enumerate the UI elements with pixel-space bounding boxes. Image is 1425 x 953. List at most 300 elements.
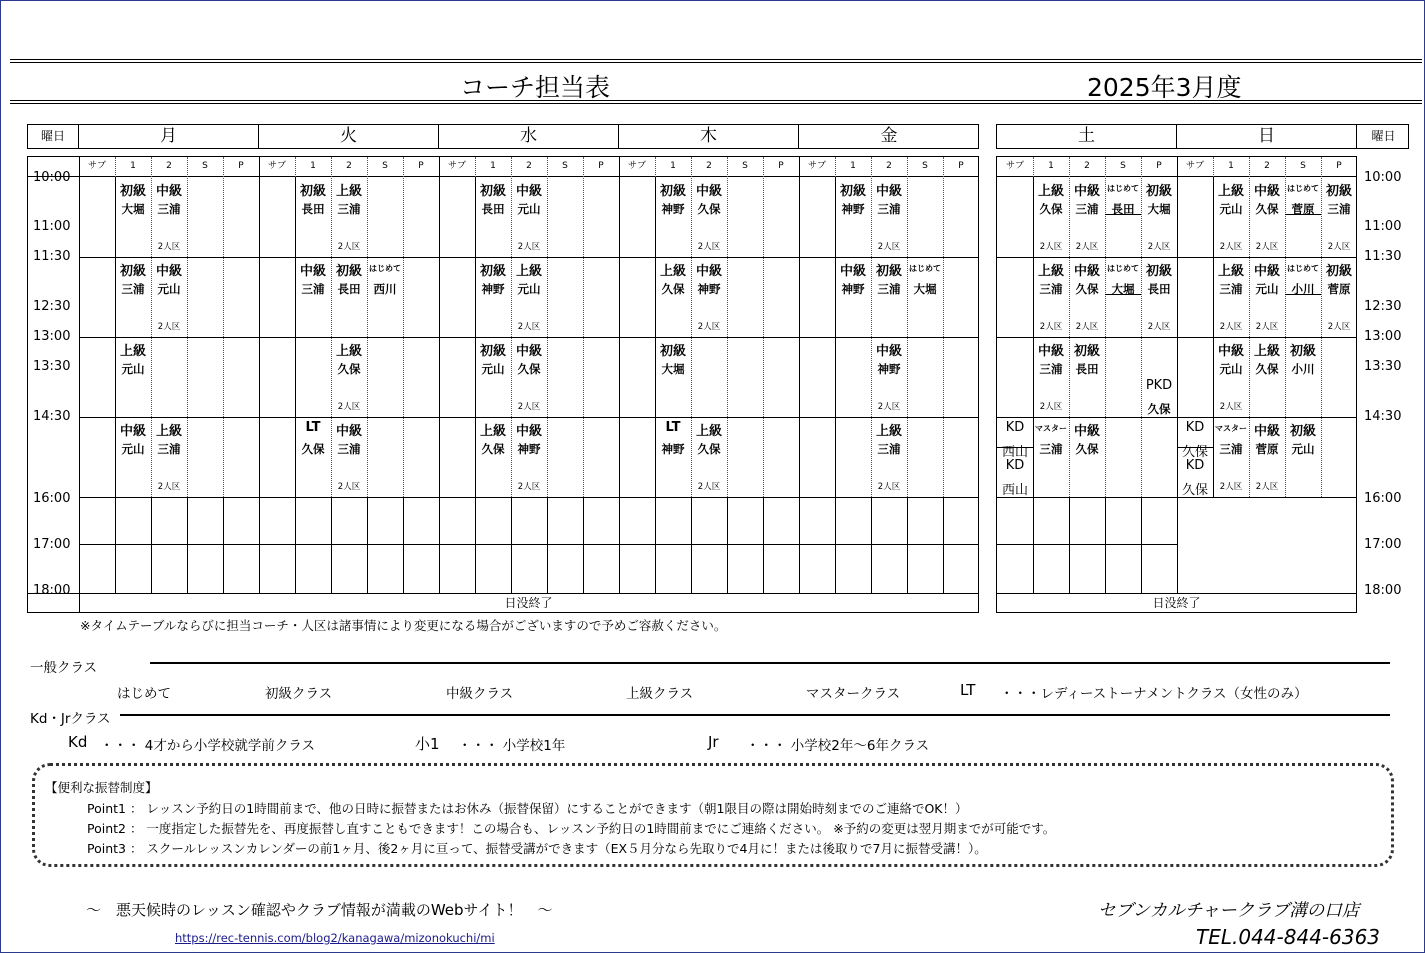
lesson-capacity: 2人区 — [337, 482, 361, 492]
lesson-coach: 久保 — [1075, 442, 1099, 456]
lesson-coach: 神野 — [661, 442, 685, 456]
time-label-left: 17:00 — [33, 537, 71, 552]
jr-desc: ・・・ 小学校2年～6年クラス — [746, 738, 930, 754]
slot-line — [997, 417, 1356, 418]
sub-col-divider — [223, 157, 224, 497]
lesson-class: 初級 — [1325, 184, 1352, 199]
lesson-class: 中級 — [1253, 264, 1280, 279]
lesson-coach: 元山 — [517, 282, 541, 296]
lesson-class: 中級 — [515, 344, 542, 359]
lesson-coach: 三浦 — [157, 442, 181, 456]
lesson-capacity: 2人区 — [517, 482, 541, 492]
lesson-capacity: 2人区 — [1075, 322, 1099, 332]
lesson-class: 上級 — [875, 424, 902, 439]
lesson-class: はじめて — [1287, 184, 1319, 193]
lesson-capacity: 2人区 — [877, 242, 901, 252]
transfer-rules-box — [32, 763, 1394, 867]
sub-col-divider-lower — [223, 497, 224, 594]
time-label-right: 14:30 — [1364, 409, 1402, 424]
day-divider — [439, 157, 440, 594]
lesson-class: 初級 — [119, 264, 146, 279]
lesson-class: はじめて — [369, 264, 401, 273]
lesson-capacity: 2人区 — [1219, 402, 1243, 412]
lesson-class: 上級 — [1037, 264, 1064, 279]
lesson-class: KD — [1005, 458, 1025, 473]
lesson-capacity: 2人区 — [877, 402, 901, 412]
sub-col-divider-lower — [763, 497, 764, 594]
website-link[interactable]: https://rec-tennis.com/blog2/kanagawa/mizonokuchi/mi — [175, 931, 495, 945]
lesson-coach: 久保 — [1255, 362, 1279, 376]
lesson-class: KD — [1185, 420, 1205, 435]
rule-point1: Point1 ： レッスン予約日の1時間前まで、他の日時に振替またはお休み（振替保留）にすることができます（朝1限目の際は開始時刻までのご連絡でOK！） — [87, 801, 968, 816]
lesson-coach: 大堀 — [661, 362, 685, 376]
lesson-class: 中級 — [1073, 264, 1100, 279]
lesson-class: LT — [665, 420, 681, 435]
lesson-capacity: 2人区 — [1255, 242, 1279, 252]
lesson-coach: 大堀 — [1111, 282, 1135, 296]
class-hajimete: はじめて — [117, 686, 171, 702]
lesson-class: 初級 — [119, 184, 146, 199]
rule-point2: Point2 ： 一度指定した振替先を、再度振替し直すこともできます！この場合も、レッスン予約日の1時間前までにご連絡ください。 ※予約の変更は翌月期までが可能です。 — [87, 821, 1056, 836]
sub-header: P — [418, 161, 424, 171]
sub-col-divider-lower — [835, 497, 836, 594]
lesson-class: はじめて — [1107, 184, 1139, 193]
lesson-capacity: 2人区 — [337, 242, 361, 252]
time-label-right: 10:00 — [1364, 170, 1402, 185]
weekend-grid — [996, 156, 1357, 613]
lesson-class: 上級 — [1217, 184, 1244, 199]
lesson-class: はじめて — [1107, 264, 1139, 273]
top-rule-2 — [10, 62, 1422, 63]
lesson-coach: 久保 — [1181, 445, 1208, 460]
lesson-coach: 三浦 — [877, 442, 901, 456]
time-label-left: 14:30 — [33, 409, 71, 424]
lesson-coach: 大堀 — [1147, 202, 1171, 216]
lesson-class: 上級 — [1217, 264, 1244, 279]
time-label-right: 11:00 — [1364, 219, 1402, 234]
lesson-class: 中級 — [515, 424, 542, 439]
lesson-class: マスター — [1035, 424, 1067, 433]
lesson-class: 上級 — [335, 184, 362, 199]
sub-col-divider-lower — [1105, 497, 1106, 594]
day-divider — [799, 157, 800, 594]
slot-line — [79, 257, 978, 258]
lesson-coach: 久保 — [1255, 202, 1279, 216]
kids-class-heading: Kd・Jrクラス — [30, 711, 111, 727]
lesson-capacity: 2人区 — [1219, 482, 1243, 492]
day-header-weekend-1: 日 — [1177, 125, 1357, 148]
lesson-coach: 久保 — [1039, 202, 1063, 216]
lesson-class: 初級 — [479, 184, 506, 199]
lesson-coach: 久保 — [301, 442, 325, 456]
jr-code: Jr — [708, 733, 719, 751]
sub-header: サブ — [267, 161, 286, 171]
lesson-class: 中級 — [1037, 344, 1064, 359]
sub-col-divider-lower — [871, 497, 872, 594]
sub-col-divider — [727, 157, 728, 497]
sub-header: 1 — [130, 161, 136, 171]
sub-header: P — [238, 161, 244, 171]
sub-col-divider — [907, 157, 908, 497]
time-label-right: 12:30 — [1364, 299, 1402, 314]
kids-rule — [120, 714, 1390, 716]
lesson-coach: 久保 — [697, 442, 721, 456]
sub-col-divider-lower — [187, 497, 188, 594]
sunset-end-right: 日没終了 — [1152, 596, 1201, 610]
weekday-header — [27, 124, 979, 149]
lesson-coach: 三浦 — [337, 202, 361, 216]
lesson-class: 中級 — [155, 184, 182, 199]
slot-line — [997, 337, 1356, 338]
sub-header: 1 — [1228, 161, 1234, 171]
lesson-class: はじめて — [909, 264, 941, 273]
lesson-coach: 元山 — [1219, 202, 1243, 216]
lesson-coach: 三浦 — [121, 282, 145, 296]
lesson-capacity: 2人区 — [517, 322, 541, 332]
lesson-class: 上級 — [1037, 184, 1064, 199]
sub-col-divider-lower — [547, 497, 548, 594]
sub-header: P — [778, 161, 784, 171]
lesson-capacity: 2人区 — [1219, 242, 1243, 252]
sub-header: S — [562, 161, 568, 171]
lesson-class: KD — [1005, 420, 1025, 435]
lesson-class: 中級 — [1253, 184, 1280, 199]
sub-header: 1 — [1048, 161, 1054, 171]
lesson-coach: 大堀 — [121, 202, 145, 216]
lesson-class: 中級 — [875, 344, 902, 359]
time-label-left: 12:30 — [33, 299, 71, 314]
day-header-2: 水 — [439, 125, 619, 148]
sub-col-divider-lower — [583, 497, 584, 594]
sub-col-divider-lower — [331, 497, 332, 594]
page-title: コーチ担当表 — [460, 73, 611, 102]
lesson-coach: 久保 — [697, 202, 721, 216]
lesson-coach: 小川 — [1291, 362, 1315, 376]
sub-header: サブ — [627, 161, 646, 171]
lesson-coach: 神野 — [517, 442, 541, 456]
sub-col-divider — [403, 157, 404, 497]
lesson-coach: 神野 — [661, 202, 685, 216]
sub-col-divider-lower — [115, 497, 116, 594]
rule-point3: Point3 ： スクールレッスンカレンダーの前1ヶ月、後2ヶ月に亘って、振替受講ができます（EX５月分なら先取りで4月に！または後取りで7月に振替受講！）。 — [87, 841, 987, 856]
sub-header: 1 — [670, 161, 676, 171]
time-label-right: 18:00 — [1364, 583, 1402, 598]
lesson-class: 中級 — [839, 264, 866, 279]
lesson-capacity: 2人区 — [1219, 322, 1243, 332]
lesson-capacity: 2人区 — [877, 482, 901, 492]
lesson-class: 上級 — [695, 424, 722, 439]
slot-line — [79, 544, 978, 545]
lesson-class: 初級 — [839, 184, 866, 199]
time-label-left: 10:00 — [33, 170, 71, 185]
lesson-class: LT — [305, 420, 321, 435]
lesson-coach: 三浦 — [157, 202, 181, 216]
top-rule — [10, 59, 1422, 60]
sub-header: 2 — [346, 161, 352, 171]
weekend-header — [996, 124, 1409, 149]
class-intermediate: 中級クラス — [446, 686, 514, 702]
lesson-capacity: 2人区 — [157, 482, 181, 492]
lesson-coach: 菅原 — [1291, 202, 1315, 216]
lesson-coach: 久保 — [661, 282, 685, 296]
day-header-1: 火 — [259, 125, 439, 148]
lesson-class: はじめて — [1287, 264, 1319, 273]
sub-col-divider-lower — [691, 497, 692, 594]
lesson-class: 中級 — [119, 424, 146, 439]
sub-col-divider-lower — [367, 497, 368, 594]
lesson-class: PKD — [1145, 378, 1173, 393]
lesson-capacity: 2人区 — [157, 322, 181, 332]
month-label: 2025年3月度 — [1087, 73, 1242, 102]
lesson-class: 初級 — [1289, 344, 1316, 359]
lesson-coach: 神野 — [841, 202, 865, 216]
sub-header: P — [1336, 161, 1342, 171]
lesson-coach: 元山 — [157, 282, 181, 296]
sub-col-divider-lower — [403, 497, 404, 594]
lesson-class: 中級 — [1073, 184, 1100, 199]
lesson-capacity: 2人区 — [1327, 242, 1351, 252]
lesson-class: 中級 — [695, 264, 722, 279]
sub-header: 1 — [310, 161, 316, 171]
website-banner: ～ 悪天候時のレッスン確認やクラブ情報が満載のWebサイト！ ～ — [86, 901, 553, 919]
sub-header: 1 — [490, 161, 496, 171]
sub-header: サブ — [1005, 161, 1024, 171]
sub-col-divider-lower — [907, 497, 908, 594]
class-beginner: 初級クラス — [265, 686, 333, 702]
lesson-class: 上級 — [659, 264, 686, 279]
lesson-capacity: 2人区 — [1039, 322, 1063, 332]
time-label-left: 11:00 — [33, 219, 71, 234]
sunset-end-left: 日没終了 — [504, 596, 553, 610]
class-lt-desc: ・・・レディーストーナメントクラス（女性のみ） — [1000, 686, 1308, 702]
lesson-capacity: 2人区 — [1327, 322, 1351, 332]
lesson-class: 中級 — [1253, 424, 1280, 439]
sub-header: 2 — [1264, 161, 1270, 171]
lesson-coach: 三浦 — [877, 282, 901, 296]
slot-line — [997, 544, 1177, 545]
lesson-coach: 三浦 — [1039, 362, 1063, 376]
lesson-capacity: 2人区 — [697, 482, 721, 492]
lesson-coach: 長田 — [1075, 362, 1099, 376]
lesson-class: 中級 — [335, 424, 362, 439]
sub-header: 2 — [1084, 161, 1090, 171]
lesson-class: 中級 — [695, 184, 722, 199]
lesson-class: 初級 — [1289, 424, 1316, 439]
lesson-coach: 久保 — [517, 362, 541, 376]
time-label-left: 16:00 — [33, 491, 71, 506]
time-label-right: 17:00 — [1364, 537, 1402, 552]
sub-col-divider — [367, 157, 368, 497]
sub-header: サブ — [87, 161, 106, 171]
lesson-class: 上級 — [155, 424, 182, 439]
lesson-capacity: 2人区 — [1255, 482, 1279, 492]
rules-title: 【便利な振替制度】 — [45, 780, 158, 795]
lesson-coach: 小川 — [1291, 282, 1315, 296]
sub-header: S — [1300, 161, 1306, 171]
class-master: マスタークラス — [806, 686, 901, 702]
lesson-coach: 久保 — [1075, 282, 1099, 296]
lesson-coach: 長田 — [337, 282, 361, 296]
sub-header: サブ — [447, 161, 466, 171]
lesson-class: 初級 — [659, 184, 686, 199]
lesson-coach: 三浦 — [1075, 202, 1099, 216]
lesson-class: 中級 — [515, 184, 542, 199]
lesson-coach: 元山 — [481, 362, 505, 376]
sub-col-divider-lower — [655, 497, 656, 594]
lesson-coach: 三浦 — [337, 442, 361, 456]
time-label-left: 13:00 — [33, 329, 71, 344]
s1-desc: ・・・ 小学校1年 — [458, 738, 566, 754]
lesson-capacity: 2人区 — [517, 402, 541, 412]
lesson-capacity: 2人区 — [1255, 322, 1279, 332]
lesson-coach: 三浦 — [1219, 282, 1243, 296]
slot-line — [79, 337, 978, 338]
slot-line — [79, 497, 978, 498]
lesson-class: マスター — [1215, 424, 1247, 433]
time-label-left: 13:30 — [33, 359, 71, 374]
slot-line — [79, 417, 978, 418]
sub-header: 2 — [526, 161, 532, 171]
lesson-capacity: 2人区 — [1147, 242, 1171, 252]
time-label-right: 11:30 — [1364, 249, 1402, 264]
lesson-coach: 神野 — [481, 282, 505, 296]
schedule-note: ※タイムテーブルならびに担当コーチ・人区は諸事情により変更になる場合がございますので予めご容赦ください。 — [80, 618, 727, 633]
lesson-coach: 三浦 — [877, 202, 901, 216]
sub-header: 1 — [850, 161, 856, 171]
sub-col-divider-lower — [151, 497, 152, 594]
lesson-coach: 菅原 — [1327, 282, 1351, 296]
sub-col-divider-lower — [1141, 497, 1142, 594]
lesson-coach: 元山 — [121, 362, 145, 376]
lesson-coach: 大堀 — [913, 282, 937, 296]
lesson-coach: 久保 — [337, 362, 361, 376]
lesson-class: 上級 — [335, 344, 362, 359]
lesson-class: 初級 — [1145, 264, 1172, 279]
s1-code: 小1 — [415, 735, 440, 753]
day-header-3: 木 — [619, 125, 799, 148]
sub-header: 2 — [706, 161, 712, 171]
lesson-coach: 菅原 — [1255, 442, 1279, 456]
sub-col-divider-lower — [511, 497, 512, 594]
lesson-capacity: 2人区 — [1039, 242, 1063, 252]
lesson-class: 上級 — [515, 264, 542, 279]
youbi-label-left: 曜日 — [28, 125, 79, 148]
lesson-coach: 神野 — [697, 282, 721, 296]
sub-header: サブ — [807, 161, 826, 171]
lesson-coach: 元山 — [1255, 282, 1279, 296]
day-divider — [619, 157, 620, 594]
time-label-right: 13:00 — [1364, 329, 1402, 344]
lesson-class: 初級 — [1325, 264, 1352, 279]
lesson-class: 初級 — [299, 184, 326, 199]
lesson-capacity: 2人区 — [517, 242, 541, 252]
time-label-right: 16:00 — [1364, 491, 1402, 506]
lesson-class: 初級 — [479, 344, 506, 359]
lesson-coach: 西山 — [1001, 483, 1028, 498]
lesson-class: 中級 — [875, 184, 902, 199]
lesson-coach: 元山 — [121, 442, 145, 456]
lesson-coach: 久保 — [1147, 402, 1171, 416]
sub-col-divider-lower — [1069, 497, 1070, 594]
sub-header: S — [742, 161, 748, 171]
sub-header: S — [202, 161, 208, 171]
lesson-class: 上級 — [479, 424, 506, 439]
sub-header: S — [1120, 161, 1126, 171]
lesson-capacity: 2人区 — [697, 242, 721, 252]
weekday-grid — [27, 156, 979, 613]
lesson-class: 中級 — [1217, 344, 1244, 359]
sub-col-divider — [547, 157, 548, 497]
sub-col-divider-lower — [295, 497, 296, 594]
sub-col-divider-lower — [727, 497, 728, 594]
lesson-class: 中級 — [155, 264, 182, 279]
store-phone: TEL.044-844-6363 — [1196, 925, 1381, 949]
lesson-capacity: 2人区 — [1075, 242, 1099, 252]
time-label-right: 13:30 — [1364, 359, 1402, 374]
sub-col-divider-lower — [475, 497, 476, 594]
lesson-coach: 神野 — [841, 282, 865, 296]
lesson-coach: 西川 — [373, 282, 397, 296]
lesson-coach: 神野 — [877, 362, 901, 376]
kd-code: Kd — [68, 733, 88, 751]
lesson-class: 中級 — [1073, 424, 1100, 439]
lesson-coach: 長田 — [481, 202, 505, 216]
lesson-capacity: 2人区 — [1147, 322, 1171, 332]
lesson-capacity: 2人区 — [337, 402, 361, 412]
lesson-coach: 三浦 — [1327, 202, 1351, 216]
sub-header: P — [598, 161, 604, 171]
lesson-coach: 長田 — [1111, 202, 1135, 216]
lesson-coach: 元山 — [1291, 442, 1315, 456]
lesson-class: 初級 — [659, 344, 686, 359]
lesson-class: 初級 — [479, 264, 506, 279]
lesson-class: KD — [1185, 458, 1205, 473]
lesson-class: 初級 — [875, 264, 902, 279]
lesson-capacity: 2人区 — [697, 322, 721, 332]
sub-header: P — [1156, 161, 1162, 171]
time-label-left: 18:00 — [33, 583, 71, 598]
sub-col-divider-lower — [1033, 497, 1034, 594]
slot-line — [997, 257, 1356, 258]
lesson-class: 初級 — [1145, 184, 1172, 199]
class-advanced: 上級クラス — [626, 686, 694, 702]
lesson-coach: 西山 — [1001, 445, 1028, 460]
day-header-0: 月 — [79, 125, 259, 148]
lesson-coach: 長田 — [301, 202, 325, 216]
sub-col-divider — [943, 157, 944, 497]
store-name: セブンカルチャークラブ溝の口店 — [1098, 901, 1360, 921]
lesson-coach: 元山 — [517, 202, 541, 216]
day-header-weekend-0: 土 — [997, 125, 1177, 148]
sub-header: S — [922, 161, 928, 171]
lesson-coach: 三浦 — [1219, 442, 1243, 456]
sub-col-divider — [583, 157, 584, 497]
class-lt-code: LT — [960, 681, 976, 699]
time-label-left: 11:30 — [33, 249, 71, 264]
sub-header: P — [958, 161, 964, 171]
day-divider — [259, 157, 260, 594]
sub-col-divider-lower — [943, 497, 944, 594]
sub-header: S — [382, 161, 388, 171]
lesson-capacity: 2人区 — [1039, 402, 1063, 412]
lesson-class: 初級 — [1073, 344, 1100, 359]
lesson-coach: 三浦 — [301, 282, 325, 296]
lesson-class: 中級 — [299, 264, 326, 279]
day-header-4: 金 — [880, 126, 898, 146]
day-divider — [1177, 157, 1178, 594]
kd-desc: ・・・ 4才から小学校就学前クラス — [100, 738, 315, 754]
lesson-capacity: 2人区 — [157, 242, 181, 252]
